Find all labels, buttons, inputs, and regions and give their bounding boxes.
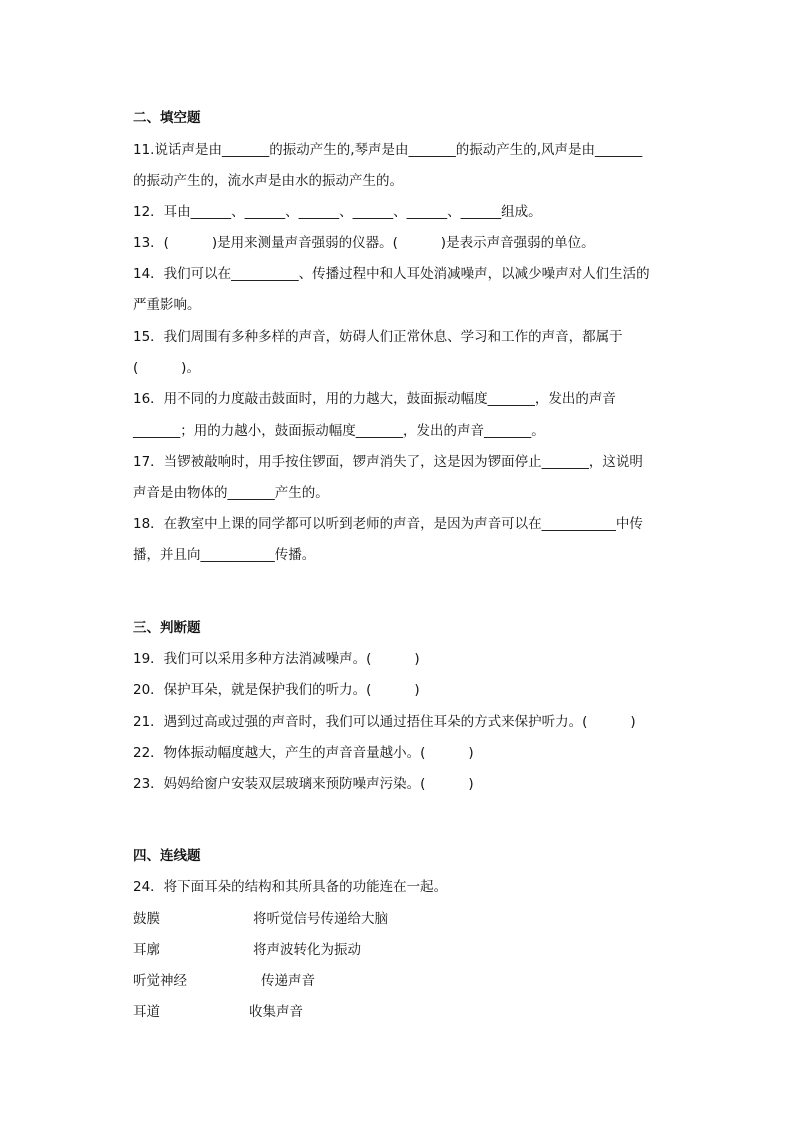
section-heading-fill-in: 二、填空题	[133, 110, 201, 126]
question-line: 20．保护耳朵，就是保护我们的听力。( )	[133, 682, 420, 698]
question-line: 17．当锣被敲响时，用手按住锣面，锣声消失了，这是因为锣面停止_______，这说明	[133, 454, 643, 470]
question-line: 14．我们可以在__________、传播过程中和人耳处消减噪声，以减少噪声对人们生活的	[133, 266, 650, 282]
match-right-item: 将听觉信号传递给大脑	[253, 911, 388, 927]
match-right-item: 将声波转化为振动	[253, 942, 361, 958]
question-line: 22．物体振动幅度越大，产生的声音音量越小。( )	[133, 745, 474, 761]
question-line: 15．我们周围有多种多样的声音，妨碍人们正常休息、学习和工作的声音，都属于	[133, 329, 623, 345]
match-left-item: 听觉神经	[133, 973, 187, 989]
question-line: _______；用的力越小，鼓面振动幅度_______，发出的声音_______。	[133, 423, 545, 439]
question-line: 16．用不同的力度敲击鼓面时，用的力越大，鼓面振动幅度_______，发出的声音	[133, 391, 616, 407]
question-line: 12．耳由______、______、______、______、______、______组成。	[133, 204, 542, 220]
question-line: ( )。	[133, 360, 200, 376]
section-heading-matching: 四、连线题	[133, 848, 201, 864]
question-line: 严重影响。	[133, 297, 201, 313]
match-right-item: 收集声音	[249, 1004, 303, 1020]
match-left-item: 耳廓	[133, 942, 160, 958]
question-line: 11.说话声是由_______的振动产生的,琴声是由_______的振动产生的,风声是由_______	[133, 142, 643, 158]
match-left-item: 鼓膜	[133, 911, 160, 927]
question-line: 声音是由物体的_______产生的。	[133, 485, 329, 501]
match-right-item: 传递声音	[261, 973, 315, 989]
question-line: 23．妈妈给窗户安装双层玻璃来预防噪声污染。( )	[133, 776, 474, 792]
question-line: 18．在教室中上课的同学都可以听到老师的声音，是因为声音可以在___________中传	[133, 516, 643, 532]
question-line: 13．( )是用来测量声音强弱的仪器。( )是表示声音强弱的单位。	[133, 235, 595, 251]
question-line: 24．将下面耳朵的结构和其所具备的功能连在一起。	[133, 879, 448, 895]
question-line: 19．我们可以采用多种方法消减噪声。( )	[133, 651, 420, 667]
question-line: 播，并且向___________传播。	[133, 547, 316, 563]
question-line: 的振动产生的，流水声是由水的振动产生的。	[133, 173, 403, 189]
question-line: 21．遇到过高或过强的声音时，我们可以通过捂住耳朵的方式来保护听力。( )	[133, 714, 636, 730]
section-heading-true-false: 三、判断题	[133, 620, 201, 636]
match-left-item: 耳道	[133, 1004, 160, 1020]
